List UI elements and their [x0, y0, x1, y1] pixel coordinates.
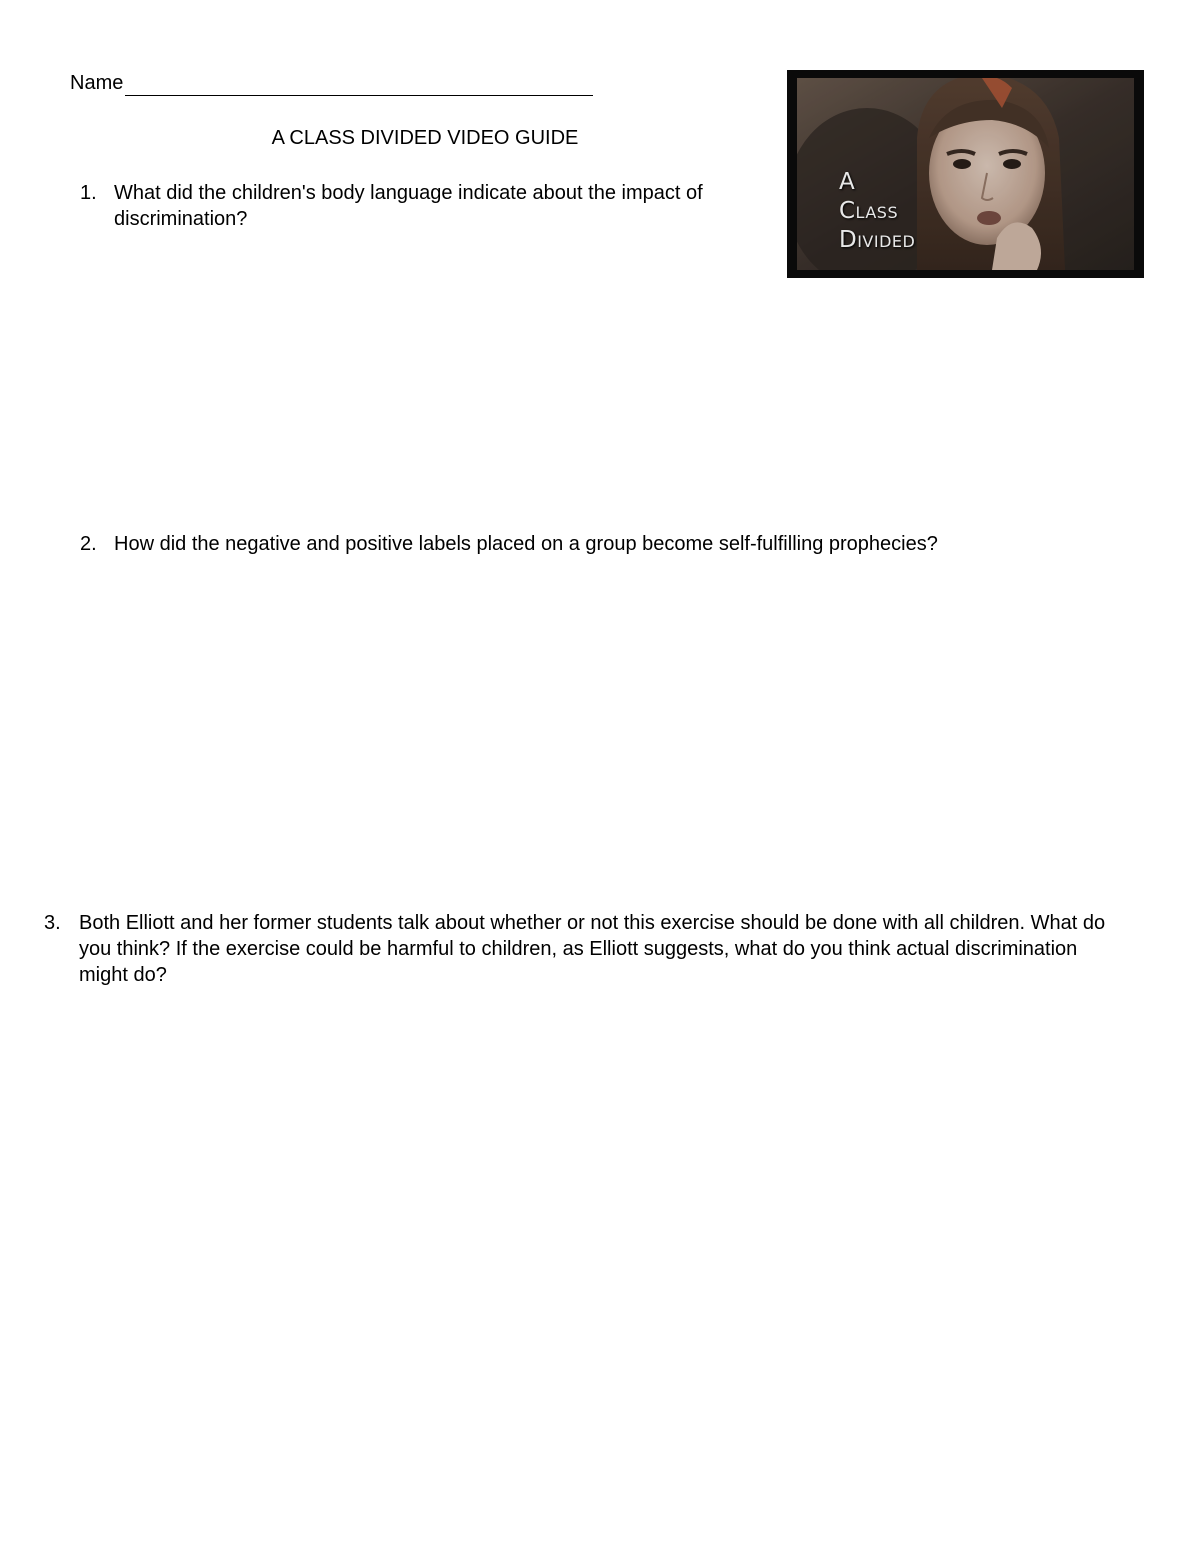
name-blank-line: [125, 75, 593, 96]
question-text: Both Elliott and her former students talk about whether or not this exercise should be done with all children. What do you think? If the exercise could be harmful to children, as Elliott suggests, what do you think actual discrimination might do?: [79, 912, 1106, 986]
page-title: A CLASS DIVIDED VIDEO GUIDE: [271, 127, 579, 149]
video-still-title: [839, 168, 915, 255]
question-number: 2.: [80, 533, 97, 555]
question-number: 1.: [80, 182, 97, 204]
question-2: [80, 531, 1120, 557]
video-still-title-line: Divided: [839, 227, 916, 253]
name-field-row: [70, 70, 593, 96]
question-number: 3.: [44, 912, 61, 934]
video-still-title-line: Class: [839, 198, 899, 224]
question-3: [44, 910, 1124, 988]
question-text: What did the children's body language indicate about the impact of discrimination?: [114, 182, 703, 230]
video-still-title-line: A: [839, 169, 856, 195]
video-still-image: [787, 70, 1144, 278]
question-1: [80, 180, 780, 232]
name-label: Name: [70, 72, 124, 94]
question-text: How did the negative and positive labels placed on a group become self-fulfilling prophecies?: [114, 533, 938, 555]
